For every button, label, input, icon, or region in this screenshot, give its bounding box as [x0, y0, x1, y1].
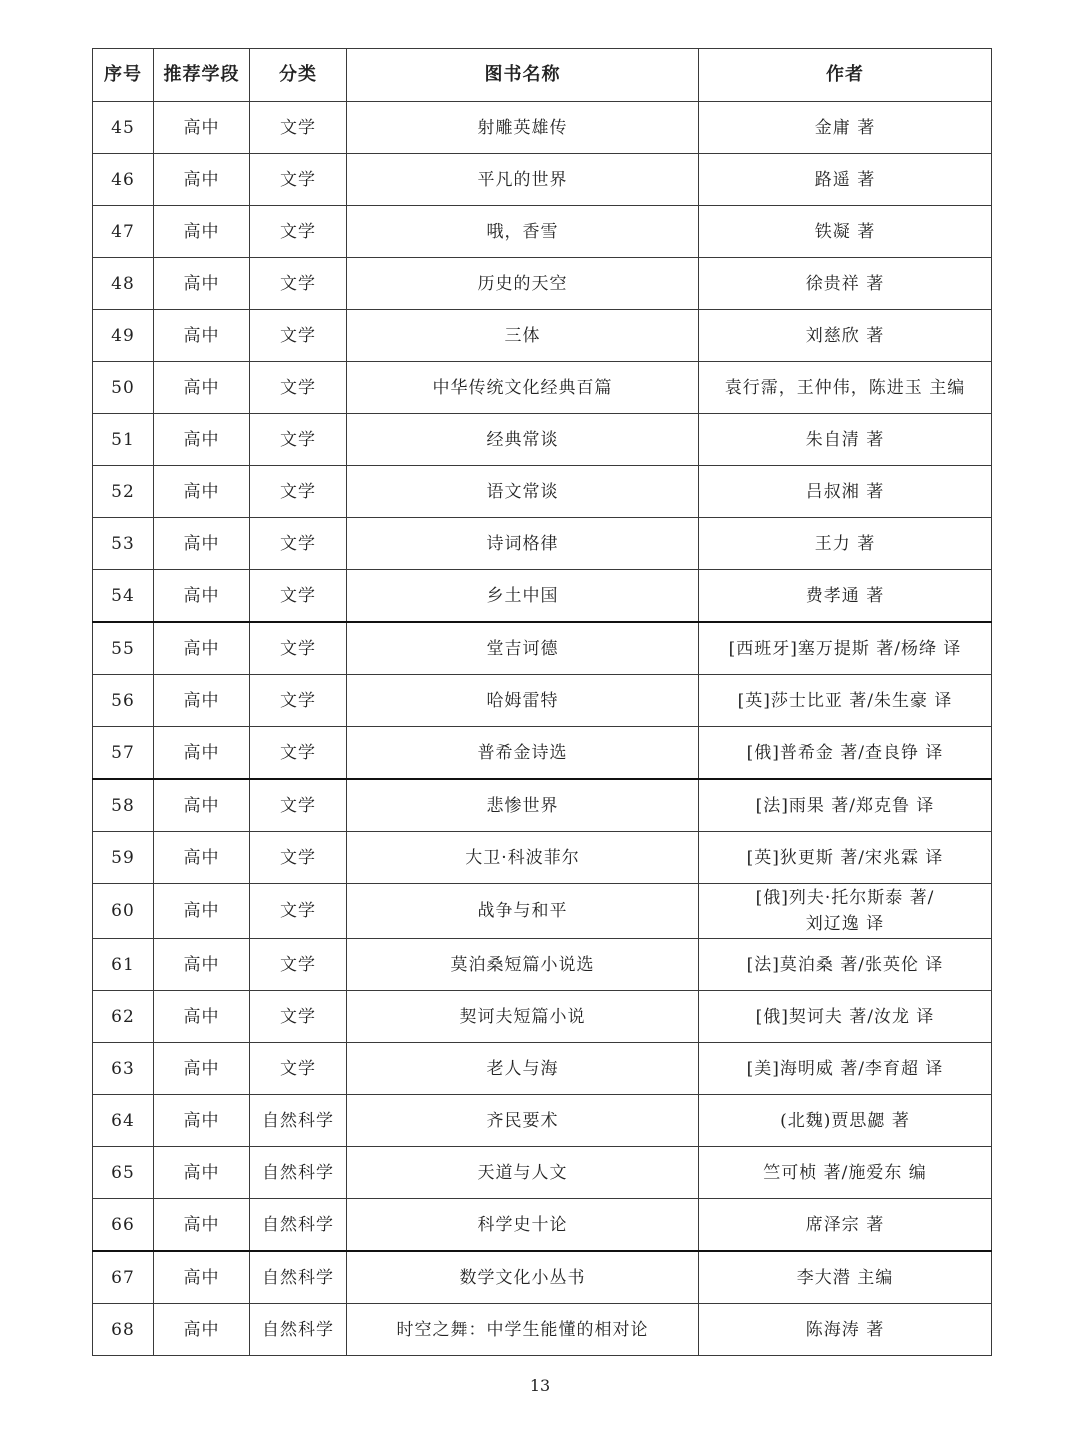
- cell-title: 普希金诗选: [347, 727, 699, 780]
- cell-category: 文学: [250, 727, 347, 780]
- cell-number: 64: [93, 1095, 154, 1147]
- cell-number: 51: [93, 414, 154, 466]
- table-row: [93, 675, 992, 727]
- table-row: [93, 1304, 992, 1356]
- table-row: [93, 570, 992, 623]
- cell-stage: 高中: [154, 1147, 250, 1199]
- cell-stage: 高中: [154, 414, 250, 466]
- table-row: [93, 1147, 992, 1199]
- cell-number: 61: [93, 939, 154, 991]
- cell-stage: 高中: [154, 258, 250, 310]
- cell-number: 56: [93, 675, 154, 727]
- table-row: [93, 779, 992, 832]
- header-stage: 推荐学段: [154, 49, 250, 102]
- cell-title: 三体: [347, 310, 699, 362]
- cell-category: 文学: [250, 206, 347, 258]
- cell-author: [699, 1147, 992, 1199]
- cell-number: 68: [93, 1304, 154, 1356]
- cell-stage: 高中: [154, 154, 250, 206]
- cell-stage: 高中: [154, 884, 250, 939]
- cell-number: 50: [93, 362, 154, 414]
- cell-category: 文学: [250, 466, 347, 518]
- cell-stage: 高中: [154, 832, 250, 884]
- cell-author: [699, 832, 992, 884]
- cell-number: 54: [93, 570, 154, 623]
- cell-stage: 高中: [154, 622, 250, 675]
- author-line: [英]莎士比亚 著/朱生豪 译: [737, 690, 953, 711]
- author-line: 吕叔湘 著: [805, 481, 885, 502]
- cell-number: 66: [93, 1199, 154, 1252]
- table-header-row: [93, 49, 992, 102]
- cell-number: 55: [93, 622, 154, 675]
- cell-number: 59: [93, 832, 154, 884]
- cell-number: 45: [93, 102, 154, 154]
- author-line: 铁凝 著: [814, 221, 876, 242]
- header-category: 分类: [250, 49, 347, 102]
- cell-stage: 高中: [154, 727, 250, 780]
- author-line: 竺可桢 著/施爱东 编: [763, 1162, 927, 1183]
- table-row: [93, 939, 992, 991]
- cell-title: 射雕英雄传: [347, 102, 699, 154]
- table-row: [93, 362, 992, 414]
- table-row: [93, 518, 992, 570]
- cell-category: 自然科学: [250, 1199, 347, 1252]
- cell-author: [699, 884, 992, 939]
- cell-title: 齐民要术: [347, 1095, 699, 1147]
- table-row: [93, 1043, 992, 1095]
- cell-category: 自然科学: [250, 1095, 347, 1147]
- cell-title: 中华传统文化经典百篇: [347, 362, 699, 414]
- cell-author: [699, 154, 992, 206]
- author-line: [法]莫泊桑 著/张英伦 译: [746, 954, 944, 975]
- author-line: 路遥 著: [814, 169, 876, 190]
- table-row: [93, 466, 992, 518]
- cell-category: 文学: [250, 362, 347, 414]
- author-line: 费孝通 著: [805, 585, 885, 606]
- author-line: [俄]契诃夫 著/汝龙 译: [755, 1006, 935, 1027]
- cell-author: [699, 991, 992, 1043]
- cell-stage: 高中: [154, 310, 250, 362]
- cell-category: 自然科学: [250, 1147, 347, 1199]
- cell-category: 文学: [250, 310, 347, 362]
- cell-author: [699, 362, 992, 414]
- table-row: [93, 310, 992, 362]
- cell-author: [699, 1199, 992, 1252]
- cell-category: 自然科学: [250, 1251, 347, 1304]
- cell-category: 文学: [250, 832, 347, 884]
- cell-category: 文学: [250, 622, 347, 675]
- author-line: 席泽宗 著: [805, 1214, 885, 1235]
- cell-stage: 高中: [154, 362, 250, 414]
- cell-title: 莫泊桑短篇小说选: [347, 939, 699, 991]
- cell-title: 堂吉诃德: [347, 622, 699, 675]
- cell-stage: 高中: [154, 466, 250, 518]
- cell-author: [699, 518, 992, 570]
- cell-number: 57: [93, 727, 154, 780]
- author-line: (北魏)贾思勰 著: [780, 1110, 910, 1131]
- table-row: [93, 154, 992, 206]
- author-line: 徐贵祥 著: [805, 273, 885, 294]
- cell-number: 60: [93, 884, 154, 939]
- table-row: [93, 884, 992, 939]
- cell-author: [699, 779, 992, 832]
- cell-category: 文学: [250, 414, 347, 466]
- cell-title: 科学史十论: [347, 1199, 699, 1252]
- cell-title: 哦，香雪: [347, 206, 699, 258]
- cell-stage: 高中: [154, 1304, 250, 1356]
- table-row: [93, 991, 992, 1043]
- cell-number: 58: [93, 779, 154, 832]
- cell-author: [699, 1043, 992, 1095]
- cell-title: 历史的天空: [347, 258, 699, 310]
- cell-author: [699, 1304, 992, 1356]
- table-row: [93, 102, 992, 154]
- cell-author: [699, 206, 992, 258]
- table-row: [93, 832, 992, 884]
- cell-author: [699, 1095, 992, 1147]
- cell-category: 文学: [250, 884, 347, 939]
- cell-category: 文学: [250, 102, 347, 154]
- cell-author: [699, 310, 992, 362]
- cell-number: 63: [93, 1043, 154, 1095]
- book-list-table: [92, 48, 992, 1356]
- cell-author: [699, 727, 992, 780]
- cell-category: 文学: [250, 991, 347, 1043]
- cell-title: 战争与和平: [347, 884, 699, 939]
- cell-category: 文学: [250, 675, 347, 727]
- cell-title: 悲惨世界: [347, 779, 699, 832]
- table-row: [93, 414, 992, 466]
- cell-number: 52: [93, 466, 154, 518]
- page-number: 13: [529, 1376, 551, 1395]
- author-line: 金庸 著: [814, 117, 876, 138]
- cell-author: [699, 939, 992, 991]
- table-row: [93, 1095, 992, 1147]
- cell-stage: 高中: [154, 675, 250, 727]
- cell-title: 大卫·科波菲尔: [347, 832, 699, 884]
- cell-title: 诗词格律: [347, 518, 699, 570]
- cell-number: 53: [93, 518, 154, 570]
- author-line: 刘辽逸 译: [805, 914, 885, 934]
- header-title: 图书名称: [347, 49, 699, 102]
- author-line: [美]海明威 著/李育超 译: [746, 1058, 944, 1079]
- cell-category: 文学: [250, 154, 347, 206]
- author-line: 朱自清 著: [805, 429, 885, 450]
- cell-stage: 高中: [154, 1095, 250, 1147]
- cell-stage: 高中: [154, 570, 250, 623]
- cell-title: 乡土中国: [347, 570, 699, 623]
- table-row: [93, 1199, 992, 1252]
- cell-category: 文学: [250, 258, 347, 310]
- cell-title: 经典常谈: [347, 414, 699, 466]
- cell-author: [699, 570, 992, 623]
- cell-number: 47: [93, 206, 154, 258]
- cell-number: 62: [93, 991, 154, 1043]
- cell-number: 65: [93, 1147, 154, 1199]
- author-line: 刘慈欣 著: [805, 325, 885, 346]
- cell-title: 天道与人文: [347, 1147, 699, 1199]
- cell-number: 46: [93, 154, 154, 206]
- cell-stage: 高中: [154, 939, 250, 991]
- cell-author: [699, 414, 992, 466]
- cell-category: 文学: [250, 518, 347, 570]
- cell-stage: 高中: [154, 1043, 250, 1095]
- table-row: [93, 258, 992, 310]
- cell-category: 文学: [250, 779, 347, 832]
- cell-author: [699, 1251, 992, 1304]
- cell-title: 语文常谈: [347, 466, 699, 518]
- cell-author: [699, 466, 992, 518]
- cell-number: 48: [93, 258, 154, 310]
- table-body: [93, 102, 992, 1356]
- cell-number: 67: [93, 1251, 154, 1304]
- cell-stage: 高中: [154, 1199, 250, 1252]
- cell-author: [699, 675, 992, 727]
- cell-author: [699, 622, 992, 675]
- table-row: [93, 206, 992, 258]
- cell-category: 自然科学: [250, 1304, 347, 1356]
- cell-category: 文学: [250, 939, 347, 991]
- table-row: [93, 727, 992, 780]
- cell-category: 文学: [250, 1043, 347, 1095]
- table-row: [93, 622, 992, 675]
- header-author: 作者: [699, 49, 992, 102]
- author-line: 王力 著: [814, 533, 876, 554]
- author-line: [俄]普希金 著/查良铮 译: [746, 742, 944, 763]
- cell-category: 文学: [250, 570, 347, 623]
- cell-number: 49: [93, 310, 154, 362]
- cell-title: 哈姆雷特: [347, 675, 699, 727]
- cell-stage: 高中: [154, 518, 250, 570]
- cell-stage: 高中: [154, 991, 250, 1043]
- cell-stage: 高中: [154, 779, 250, 832]
- author-line: [西班牙]塞万提斯 著/杨绛 译: [728, 638, 962, 659]
- cell-title: 契诃夫短篇小说: [347, 991, 699, 1043]
- cell-stage: 高中: [154, 206, 250, 258]
- author-line: 袁行霈，王仲伟，陈进玉 主编: [724, 377, 966, 398]
- author-line: [俄]列夫·托尔斯泰 著/: [755, 888, 935, 908]
- cell-title: 数学文化小丛书: [347, 1251, 699, 1304]
- author-line: [法]雨果 著/郑克鲁 译: [755, 795, 935, 816]
- author-line: [英]狄更斯 著/宋兆霖 译: [746, 847, 944, 868]
- cell-author: [699, 102, 992, 154]
- cell-title: 时空之舞：中学生能懂的相对论: [347, 1304, 699, 1356]
- cell-title: 平凡的世界: [347, 154, 699, 206]
- cell-title: 老人与海: [347, 1043, 699, 1095]
- table-row: [93, 1251, 992, 1304]
- header-number: 序号: [93, 49, 154, 102]
- cell-stage: 高中: [154, 102, 250, 154]
- author-line: 陈海涛 著: [805, 1319, 885, 1340]
- cell-author: [699, 258, 992, 310]
- author-line: 李大潜 主编: [796, 1267, 894, 1288]
- cell-stage: 高中: [154, 1251, 250, 1304]
